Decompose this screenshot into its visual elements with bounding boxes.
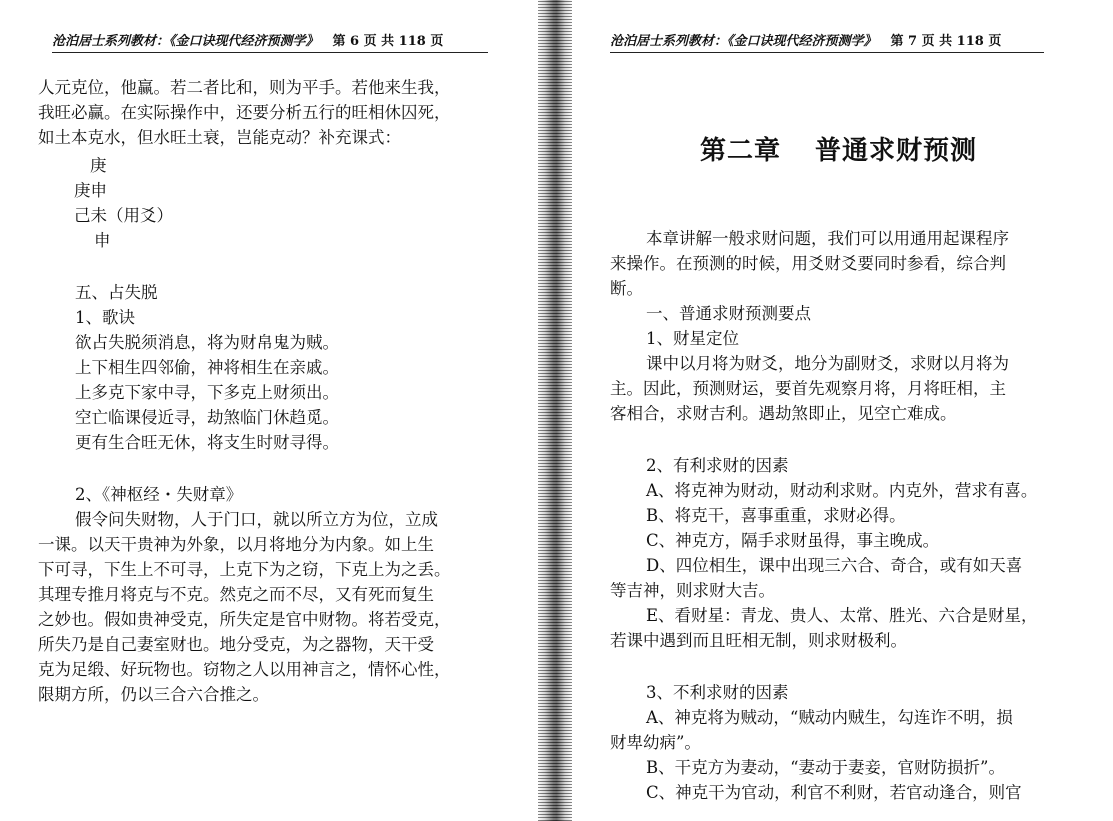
section-heading: 五、占失脱 (75, 283, 158, 302)
right-paragraph-2 (610, 478, 1038, 653)
left-page-header (52, 30, 488, 53)
text-line: 人元克位，他赢。若二者比和，则为平手。若他来生我， (38, 78, 451, 97)
text-line: 假令问失财物，人于门口，就以所立方为位，立成 (75, 510, 438, 529)
chart-line: 庚申 (74, 181, 107, 200)
text-line: 如土本克水，但水旺土衰，岂能克动？补充课式： (38, 128, 401, 147)
chart-line: 申 (94, 231, 111, 250)
right-header-page-number: 第 7 页 共 118 页 (890, 34, 1002, 49)
text-line: 限期方所，仍以三合六合推之。 (38, 685, 269, 704)
text-line: 等吉神，则求财大吉。 (610, 581, 775, 600)
text-line: D、四位相生，课中出现三六合、奇合，或有如天喜 (646, 556, 1023, 575)
text-line: B、干克方为妻动，“妻动于妻妾，官财防损折”。 (646, 758, 1005, 777)
text-line: 之妙也。假如贵神受克，所失定是官中财物。将若受克， (38, 610, 451, 629)
text-line: 所失乃是自己妻室财也。地分受克，为之器物，天干受 (38, 635, 434, 654)
chart-line: 己未（用爻） (74, 206, 173, 225)
poem-line: 上下相生四邻偷，神将相生在亲戚。 (75, 358, 339, 377)
chapter-number: 第二章 (700, 136, 782, 166)
subsection-heading: 1、财星定位 (646, 329, 739, 348)
text-line: 课中以月将为财爻，地分为副财爻，求财以月将为 (646, 354, 1009, 373)
right-intro-paragraph (610, 226, 1009, 301)
text-line: 本章讲解一般求财问题，我们可以用通用起课程序 (646, 229, 1009, 248)
right-page-header (610, 30, 1044, 53)
poem-block (75, 330, 339, 455)
text-line: 我旺必赢。在实际操作中，还要分析五行的旺相休囚死， (38, 103, 451, 122)
left-body-paragraph (38, 507, 451, 707)
course-chart (38, 153, 173, 253)
left-page (0, 0, 540, 821)
poem-line: 欲占失脱须消息，将为财帛鬼为贼。 (75, 333, 339, 352)
text-line: 断。 (610, 279, 643, 298)
poem-line: 空亡临课侵近寻，劫煞临门休趋觅。 (75, 408, 339, 427)
subsection-heading: 2、有利求财的因素 (646, 456, 789, 475)
poem-line: 上多克下家中寻，下多克上财须出。 (75, 383, 339, 402)
text-line: C、神克方，隔手求财虽得，事主晚成。 (646, 531, 940, 550)
subsection-heading: 2、《神枢经・失财章》 (75, 485, 243, 504)
text-line: A、将克神为财动，财动利求财。内克外，营求有喜。 (646, 481, 1038, 500)
left-header-page-number: 第 6 页 共 118 页 (332, 34, 444, 49)
text-line: E、看财星：青龙、贵人、太常、胜光、六合是财星， (646, 606, 1038, 625)
poem-line: 更有生合旺无休，将支生时财寻得。 (75, 433, 339, 452)
chapter-title (700, 130, 977, 167)
right-header-title: 沧泊居士系列教材：《金口诀现代经济预测学》 (610, 34, 877, 49)
text-line: C、神克干为官动，利官不利财，若官动逢合，则官 (646, 783, 1022, 802)
text-line: 若课中遇到而且旺相无制，则求财极利。 (610, 631, 907, 650)
subsection-heading: 3、不利求财的因素 (646, 683, 789, 702)
chart-line: 庚 (90, 156, 107, 175)
text-line: 客相合，求财吉利。遇劫煞即止，见空亡难成。 (610, 404, 957, 423)
left-intro-paragraph (38, 75, 451, 150)
text-line: 财卑幼病”。 (610, 733, 701, 752)
book-gutter-shadow (538, 0, 572, 821)
text-line: B、将克干，喜事重重，求财必得。 (646, 506, 906, 525)
text-line: 克为足缎、好玩物也。窃物之人以用神言之，情怀心性， (38, 660, 451, 679)
text-line: 下可寻，下生上不可寻，上克下为之窃，下克上为之丢。 (38, 560, 451, 579)
text-line: 来操作。在预测的时候，用爻财爻要同时参看，综合判 (610, 254, 1006, 273)
text-line: 主。因此，预测财运，要首先观察月将，月将旺相，主 (610, 379, 1006, 398)
right-paragraph-1 (610, 351, 1009, 426)
chapter-name: 普通求财预测 (815, 136, 978, 166)
subsection-heading: 1、歌诀 (75, 308, 135, 327)
right-paragraph-3 (610, 705, 1022, 805)
section-heading: 一、普通求财预测要点 (646, 304, 811, 323)
left-header-title: 沧泊居士系列教材：《金口诀现代经济预测学》 (52, 34, 319, 49)
text-line: A、神克将为贼动，“贼动内贼生，勾连诈不明，损 (646, 708, 1013, 727)
text-line: 一课。以天干贵神为外象，以月将地分为内象。如上生 (38, 535, 434, 554)
text-line: 其理专推月将克与不克。然克之而不尽，又有死而复生 (38, 585, 434, 604)
right-page (572, 0, 1113, 821)
